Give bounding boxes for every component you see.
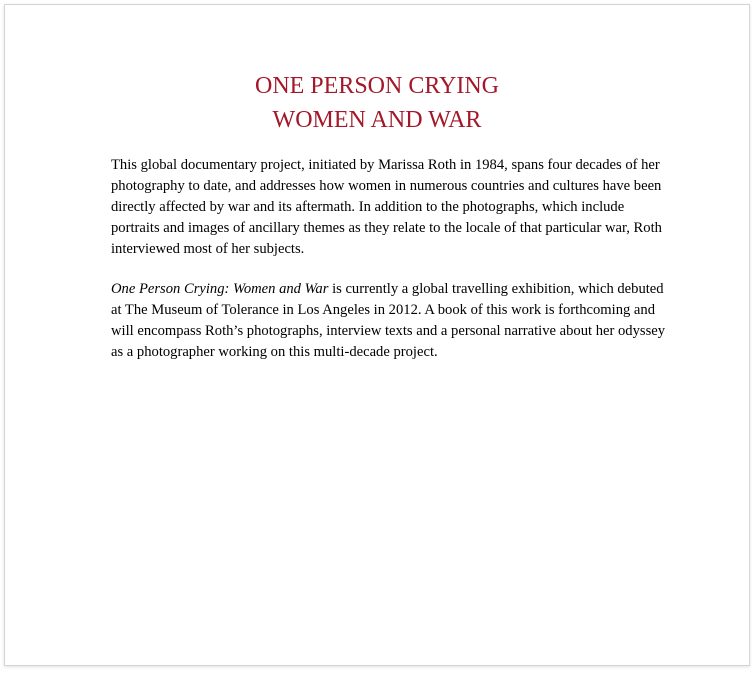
paragraph-exhibition bbox=[111, 279, 673, 363]
paragraph-exhibition-text: is currently a global travelling exhibition, which debuted at The Museum of Tolerance in Los Angeles in 2012. A book of this work is forthcoming and will encompass Roth’s photographs, interview texts and a personal narrative about her odyssey as a photographer working on this multi-decade project. bbox=[111, 281, 666, 360]
page-title bbox=[5, 69, 749, 137]
article-body bbox=[111, 155, 673, 382]
paragraph-intro: This global documentary project, initiated by Marissa Roth in 1984, spans four decades of her photography to date, and addresses how women in numerous countries and cultures have been directly affected by war and its aftermath. In addition to the photographs, which include portraits and images of ancillary themes as they relate to the locale of that particular war, Roth interviewed most of her subjects. bbox=[111, 157, 662, 257]
exhibition-title: One Person Crying: Women and War bbox=[111, 281, 329, 297]
document-page bbox=[4, 4, 750, 666]
title-line-1: ONE PERSON CRYING bbox=[254, 73, 500, 99]
title-line-2: WOMEN AND WAR bbox=[272, 107, 482, 133]
